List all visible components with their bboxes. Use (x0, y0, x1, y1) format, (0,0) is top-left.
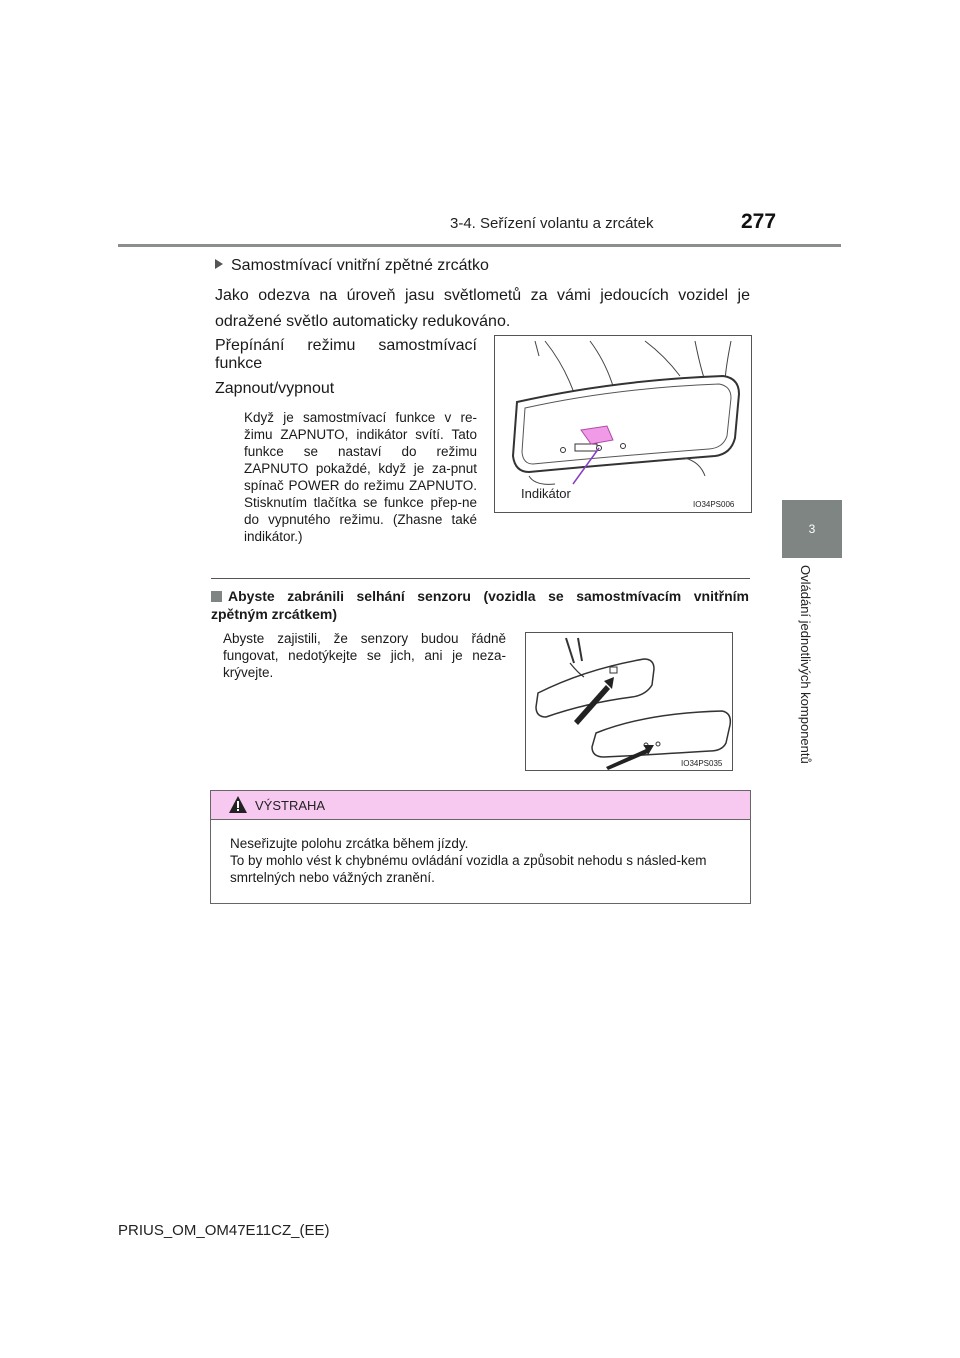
page-number: 277 (741, 210, 777, 233)
mode-title-line2: funkce (215, 355, 263, 372)
warning-header (211, 791, 750, 820)
warning-line1: Neseřizujte polohu zrcátka během jízdy. (230, 836, 469, 851)
warning-line2: To by mohlo vést k chybnému ovládání vozidla a způsobit nehodu s násled-kem smrtelných nebo vážných zranění. (230, 853, 707, 885)
chapter-tab (782, 500, 842, 558)
on-off-label: Zapnout/vypnout (215, 380, 335, 397)
warning-text (230, 835, 742, 886)
mode-description: Když je samostmívací funkce v re-žimu ZAPNUTO, indikátor svítí. Tato funkce se nastaví do režimu ZAPNUTO pokaždé, když je za-pnut spínač POWER do režimu ZAPNUTO. Stisknutím tlačítka se funkce přep-ne do vypnutého režimu. (Zhasne také indikátor.) (244, 410, 477, 544)
section-divider (211, 578, 750, 579)
sensor-heading-text: Abyste zabránili selhání senzoru (vozidla se samostmívacím vnitřním zpětným zrcátkem) (211, 588, 749, 622)
figure2-code: IO34PS035 (681, 759, 723, 768)
sensor-heading (211, 587, 749, 623)
header-rule (118, 244, 841, 247)
chapter-number: 3 (808, 522, 816, 536)
sensor-figure (525, 632, 733, 771)
figure1-code: IO34PS006 (693, 500, 735, 509)
warning-title: VÝSTRAHA (255, 798, 326, 813)
chapter-title: Ovládání jednotlivých komponentů (798, 565, 813, 764)
mode-title-line1: Přepínání režimu samostmívací (215, 337, 477, 354)
triangle-bullet-icon (215, 259, 223, 269)
intro-paragraph: Jako odezva na úroveň jasu světlometů za vámi jedoucích vozidel je odražené světlo automaticky redukováno. (215, 287, 750, 330)
square-bullet-icon (211, 591, 222, 602)
sensor-illustration (526, 633, 732, 770)
indicator-label: Indikátor (521, 486, 571, 501)
document-code: PRIUS_OM_OM47E11CZ_(EE) (118, 1222, 330, 1239)
mirror-figure (494, 335, 752, 513)
section-title: 3-4. Seřízení volantu a zrcátek (450, 215, 654, 232)
bullet-heading (215, 257, 489, 275)
sensor-description: Abyste zajistili, že senzory budou řádně fungovat, nedotýkejte se jich, ani je neza-krývejte. (223, 631, 506, 680)
bullet-heading-text: Samostmívací vnitřní zpětné zrcátko (231, 257, 489, 274)
warning-box (210, 790, 751, 904)
warning-triangle-icon (228, 795, 248, 814)
